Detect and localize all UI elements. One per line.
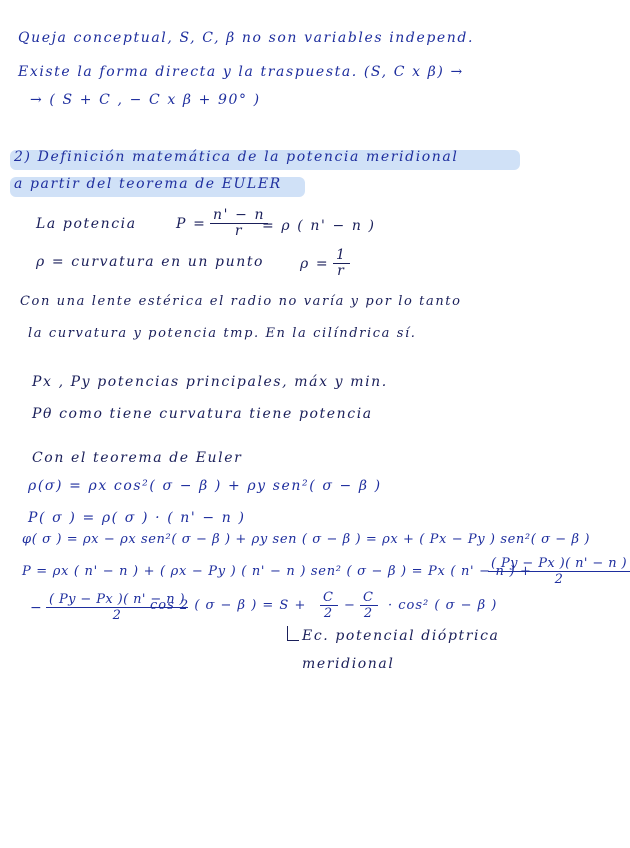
equation-phi-sigma: φ( σ ) = ρx − ρx sen²( σ − β ) + ρy sen ( σ − β ) = ρx + ( Px − Py ) sen²( σ − β ) bbox=[22, 532, 591, 547]
equation-final-c-half-2-den: 2 bbox=[363, 606, 374, 621]
equation-final-c-half-1 bbox=[320, 590, 338, 621]
curvatura-definition: ρ = curvatura en un punto bbox=[36, 254, 265, 270]
text-line-esferica-2: la curvatura y potencia tmp. En la cilíndrica sí. bbox=[28, 326, 417, 341]
rho-fraction-num: 1 bbox=[333, 248, 350, 264]
potencia-eq-rhs: = ρ ( n' − n ) bbox=[262, 218, 376, 234]
note-line-1: Ec. potencial dióptrica bbox=[302, 628, 500, 644]
section-heading-line-2: a partir del teorema de EULER bbox=[14, 176, 282, 192]
potencia-eq-lhs: P = bbox=[176, 216, 207, 232]
text-line-euler-intro: Con el teorema de Euler bbox=[32, 450, 243, 466]
equation-final-c-half-2 bbox=[360, 590, 378, 621]
note-line-2: meridional bbox=[302, 656, 395, 672]
equation-final-c-half-1-den: 2 bbox=[323, 606, 334, 621]
text-line-ptheta: Pθ como tiene curvatura tiene potencia bbox=[32, 406, 373, 422]
equation-final-tail: · cos² ( σ − β ) bbox=[388, 598, 498, 613]
equation-final-cos: cos 2 ( σ − β ) = S + bbox=[150, 598, 307, 613]
equation-final-minus-2: − bbox=[344, 598, 357, 613]
equation-final-fraction-den: 2 bbox=[112, 608, 122, 623]
potencia-label: La potencia bbox=[36, 216, 137, 232]
equation-p-fraction-num: ( Py − Px )( n' − n ) bbox=[488, 556, 630, 572]
text-line-existe: Existe la forma directa y la traspuesta. (S, C x β) → bbox=[18, 64, 464, 80]
equation-p-sigma: P( σ ) = ρ( σ ) · ( n' − n ) bbox=[28, 510, 246, 526]
equation-p-expanded: P = ρx ( n' − n ) + ( ρx − Py ) ( n' − n ) sen² ( σ − β ) = Px ( n' − n ) + bbox=[22, 564, 532, 579]
equation-p-fraction-den: 2 bbox=[554, 572, 564, 587]
text-line-transpose: → ( S + C , − C x β + 90° ) bbox=[30, 92, 261, 108]
text-line-queja: Queja conceptual, S, C, β no son variables independ. bbox=[18, 30, 475, 46]
equation-final-fraction-num: ( Py − Px )( n' − n ) bbox=[46, 592, 188, 608]
equation-p-fraction bbox=[488, 556, 630, 587]
equation-rho-sigma: ρ(σ) = ρx cos²( σ − β ) + ρy sen²( σ − β ) bbox=[28, 478, 382, 494]
potencia-fraction-num: n' − n bbox=[210, 208, 268, 224]
section-heading-line-1: 2) Definición matemática de la potencia meridional bbox=[14, 149, 459, 165]
equation-final-minus: − bbox=[30, 600, 44, 616]
equation-final-c-half-1-num: C bbox=[320, 590, 338, 606]
note-arrow-icon bbox=[287, 626, 299, 641]
text-line-px-py: Px , Py potencias principales, máx y min. bbox=[32, 374, 388, 390]
equation-final-c-half-2-num: C bbox=[360, 590, 378, 606]
text-line-esferica-1: Con una lente estérica el radio no varía y por lo tanto bbox=[20, 294, 462, 309]
rho-fraction bbox=[333, 248, 350, 279]
potencia-fraction bbox=[210, 208, 268, 239]
rho-fraction-den: r bbox=[337, 263, 346, 279]
rho-eq-lhs: ρ = bbox=[300, 256, 330, 272]
potencia-fraction-den: r bbox=[234, 223, 244, 239]
